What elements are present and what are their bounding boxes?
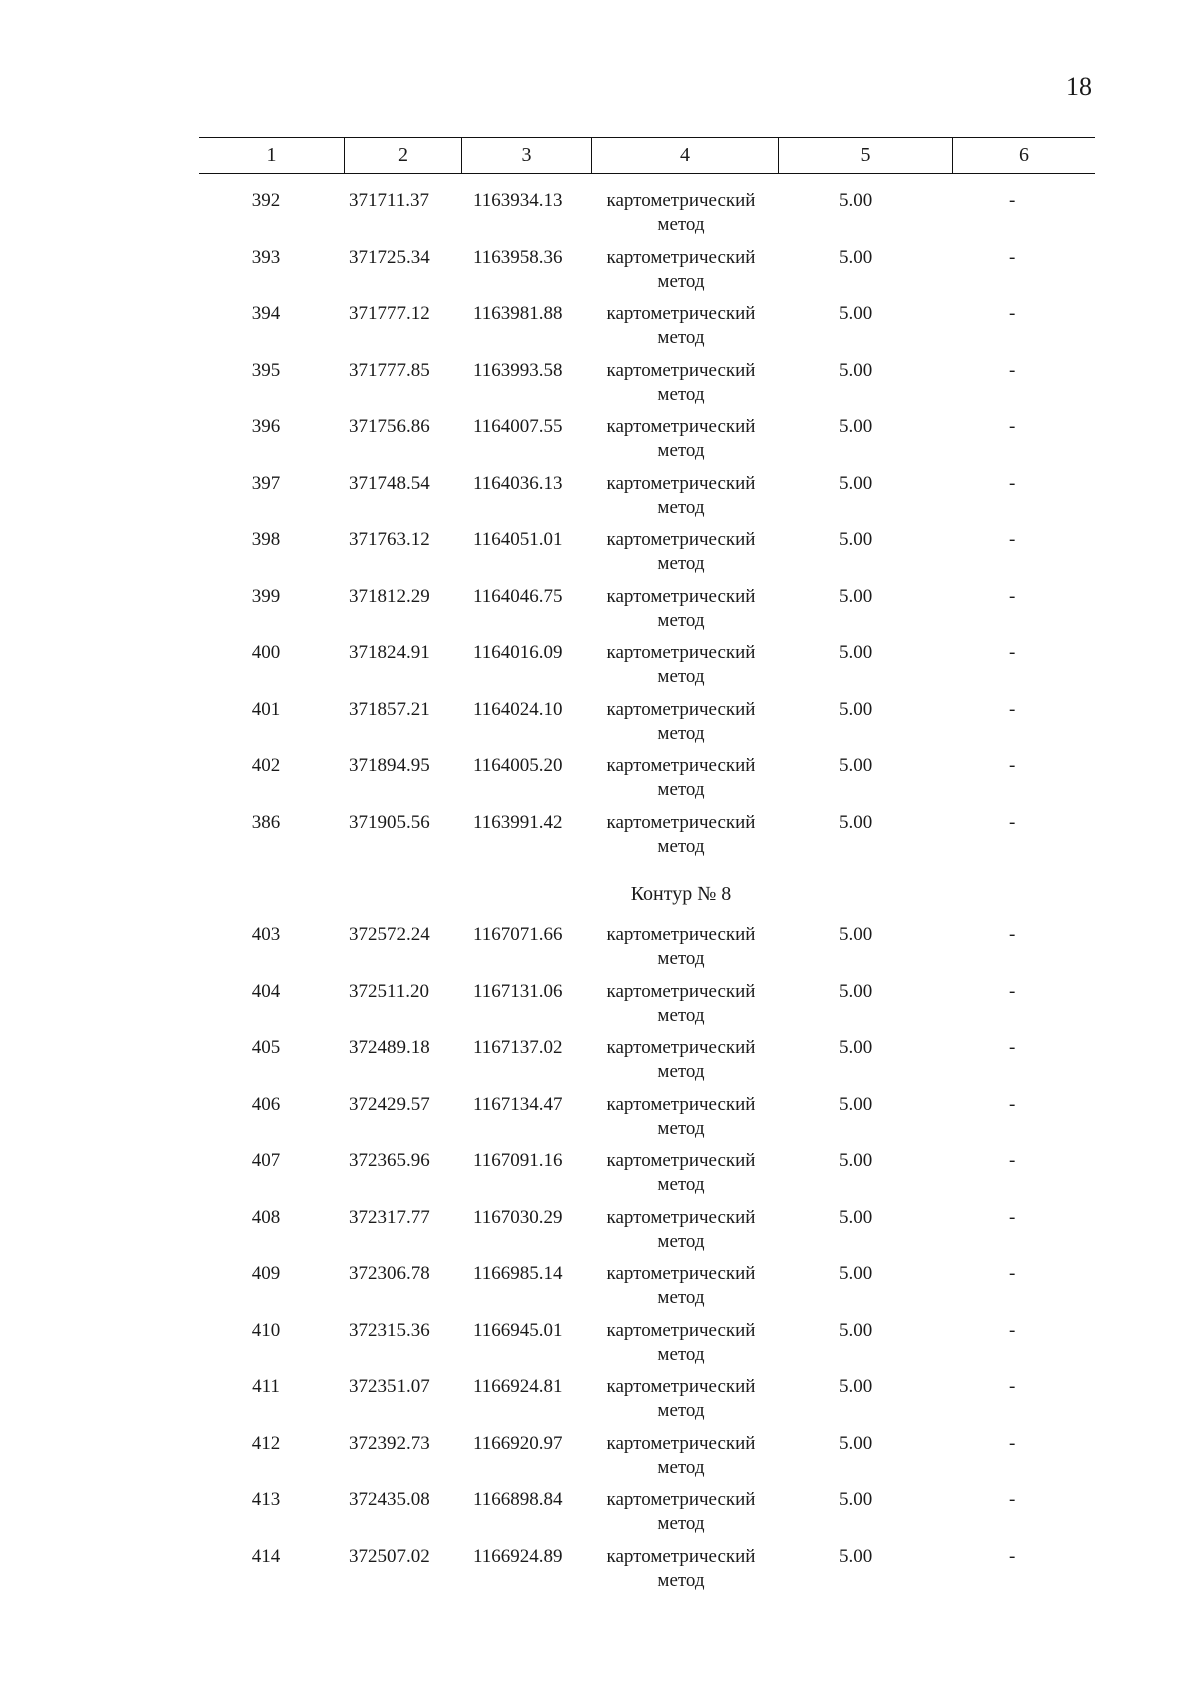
method-cell xyxy=(593,246,769,294)
table-row xyxy=(199,1262,1095,1319)
column-header-2: 2 xyxy=(344,138,461,173)
note-value: - xyxy=(1009,190,1016,211)
note-value: - xyxy=(1009,303,1016,324)
method-line-2: метод xyxy=(657,496,705,518)
point-number: 404 xyxy=(251,980,281,1002)
method-line-2: метод xyxy=(657,1456,705,1478)
coordinate-x: 372365.96 xyxy=(349,1150,430,1171)
coordinate-x: 371763.12 xyxy=(349,529,430,550)
method-line-2: метод xyxy=(657,1117,705,1139)
note-value: - xyxy=(1009,529,1016,550)
method-line-2: метод xyxy=(657,214,705,235)
coordinate-x: 372317.77 xyxy=(349,1206,430,1228)
accuracy-value: 5.00 xyxy=(839,1545,873,1567)
method-cell xyxy=(593,1206,769,1254)
point-number: 407 xyxy=(251,1150,281,1171)
table-row xyxy=(199,698,1095,755)
method-line-1: картометрический xyxy=(606,416,756,437)
accuracy-value: 5.00 xyxy=(839,811,873,833)
table-row xyxy=(199,811,1095,868)
method-line-2: метод xyxy=(657,666,705,687)
point-number: 386 xyxy=(251,811,281,833)
method-line-1: картометрический xyxy=(606,1319,756,1341)
method-line-1: картометрический xyxy=(606,246,756,268)
table-row xyxy=(199,1093,1095,1150)
point-number: 394 xyxy=(251,303,281,324)
note-value: - xyxy=(1009,246,1016,268)
coordinate-x: 371905.56 xyxy=(349,811,430,833)
coordinate-x: 372435.08 xyxy=(349,1489,430,1510)
coordinate-x: 372572.24 xyxy=(349,924,430,945)
coordinate-y: 1164024.10 xyxy=(473,698,563,720)
note-value: - xyxy=(1009,472,1016,494)
accuracy-value: 5.00 xyxy=(839,529,873,550)
method-line-1: картометрический xyxy=(606,698,756,720)
point-number: 401 xyxy=(251,698,281,720)
method-cell xyxy=(593,754,769,802)
method-line-1: картометрический xyxy=(606,1376,756,1397)
method-line-2: метод xyxy=(657,722,705,744)
accuracy-value: 5.00 xyxy=(839,1150,873,1171)
method-cell xyxy=(593,698,769,746)
coordinate-y: 1166924.81 xyxy=(473,1376,563,1397)
coordinate-y: 1163981.88 xyxy=(473,303,563,324)
method-cell xyxy=(593,811,769,859)
coordinate-x: 372315.36 xyxy=(349,1319,430,1341)
table-row xyxy=(199,754,1095,811)
method-line-1: картометрический xyxy=(606,811,756,833)
method-line-1: картометрический xyxy=(606,1489,756,1510)
coordinate-x: 371824.91 xyxy=(349,642,430,663)
method-line-2: метод xyxy=(657,779,705,800)
accuracy-value: 5.00 xyxy=(839,472,873,494)
point-number: 392 xyxy=(251,190,281,211)
table-row xyxy=(199,1149,1095,1206)
point-number: 398 xyxy=(251,529,281,550)
accuracy-value: 5.00 xyxy=(839,585,873,607)
method-cell xyxy=(593,1262,769,1310)
point-number: 412 xyxy=(251,1432,281,1454)
table-body xyxy=(199,189,1095,1601)
method-line-2: метод xyxy=(657,1061,705,1082)
note-value: - xyxy=(1009,1037,1016,1058)
accuracy-value: 5.00 xyxy=(839,1432,873,1454)
method-cell xyxy=(593,1432,769,1480)
table-row xyxy=(199,302,1095,359)
method-cell xyxy=(593,1545,769,1593)
point-number: 402 xyxy=(251,755,281,776)
coordinate-y: 1164016.09 xyxy=(473,642,563,663)
note-value: - xyxy=(1009,1432,1016,1454)
method-line-1: картометрический xyxy=(606,642,756,663)
table-row xyxy=(199,189,1095,246)
coordinate-x: 371756.86 xyxy=(349,416,430,437)
accuracy-value: 5.00 xyxy=(839,642,873,663)
note-value: - xyxy=(1009,416,1016,437)
accuracy-value: 5.00 xyxy=(839,1093,873,1115)
method-line-2: метод xyxy=(657,270,705,292)
coordinate-x: 371777.12 xyxy=(349,303,430,324)
point-number: 414 xyxy=(251,1545,281,1567)
method-cell xyxy=(593,1036,769,1084)
table-row xyxy=(199,980,1095,1037)
note-value: - xyxy=(1009,359,1016,381)
coordinate-x: 372507.02 xyxy=(349,1545,430,1567)
contour-title: Контур № 8 xyxy=(630,883,732,905)
point-number: 395 xyxy=(251,359,281,381)
coordinate-y: 1164005.20 xyxy=(473,755,563,776)
method-line-2: метод xyxy=(657,1230,705,1252)
table-row xyxy=(199,359,1095,416)
method-line-1: картометрический xyxy=(606,980,756,1002)
method-cell xyxy=(593,359,769,407)
coordinate-x: 371748.54 xyxy=(349,472,430,494)
method-line-2: метод xyxy=(657,1569,705,1591)
accuracy-value: 5.00 xyxy=(839,359,873,381)
note-value: - xyxy=(1009,585,1016,607)
method-cell xyxy=(593,641,769,689)
method-line-2: метод xyxy=(657,553,705,574)
method-line-2: метод xyxy=(657,948,705,969)
accuracy-value: 5.00 xyxy=(839,416,873,437)
method-line-1: картометрический xyxy=(606,1150,756,1171)
table-row xyxy=(199,472,1095,529)
note-value: - xyxy=(1009,698,1016,720)
method-line-1: картометрический xyxy=(606,529,756,550)
accuracy-value: 5.00 xyxy=(839,980,873,1002)
method-cell xyxy=(593,1093,769,1141)
table-row xyxy=(199,528,1095,585)
coordinate-y: 1163934.13 xyxy=(473,190,563,211)
point-number: 393 xyxy=(251,246,281,268)
accuracy-value: 5.00 xyxy=(839,190,873,211)
coordinate-y: 1164051.01 xyxy=(473,529,563,550)
coordinate-group-1 xyxy=(199,189,1095,867)
table-row xyxy=(199,1488,1095,1545)
coordinate-x: 371894.95 xyxy=(349,755,430,776)
method-line-1: картометрический xyxy=(606,359,756,381)
method-line-2: метод xyxy=(657,1513,705,1534)
column-header-1: 1 xyxy=(266,144,277,166)
point-number: 409 xyxy=(251,1263,281,1284)
note-value: - xyxy=(1009,1093,1016,1115)
accuracy-value: 5.00 xyxy=(839,246,873,268)
coordinate-y: 1167071.66 xyxy=(473,924,563,945)
method-line-1: картометрический xyxy=(606,1263,756,1284)
table-row xyxy=(199,1036,1095,1093)
accuracy-value: 5.00 xyxy=(839,1376,873,1397)
method-line-2: метод xyxy=(657,1343,705,1365)
method-line-1: картометрический xyxy=(606,1545,756,1567)
method-cell xyxy=(593,472,769,520)
method-line-2: метод xyxy=(657,1400,705,1421)
method-line-2: метод xyxy=(657,1004,705,1026)
table-row xyxy=(199,923,1095,980)
method-cell xyxy=(593,1319,769,1367)
method-line-2: метод xyxy=(657,1174,705,1195)
table-row xyxy=(199,1375,1095,1432)
method-cell xyxy=(593,1488,769,1536)
coordinate-group-2 xyxy=(199,923,1095,1601)
point-number: 403 xyxy=(251,924,281,945)
method-line-1: картометрический xyxy=(606,1093,756,1115)
point-number: 410 xyxy=(251,1319,281,1341)
accuracy-value: 5.00 xyxy=(839,1206,873,1228)
method-line-1: картометрический xyxy=(606,1037,756,1058)
method-line-1: картометрический xyxy=(606,472,756,494)
note-value: - xyxy=(1009,1206,1016,1228)
point-number: 405 xyxy=(251,1037,281,1058)
method-line-1: картометрический xyxy=(606,190,756,211)
method-line-2: метод xyxy=(657,440,705,461)
table-row xyxy=(199,1545,1095,1602)
table-row xyxy=(199,641,1095,698)
table-row xyxy=(199,585,1095,642)
method-cell xyxy=(593,528,769,576)
table-row xyxy=(199,1206,1095,1263)
accuracy-value: 5.00 xyxy=(839,698,873,720)
note-value: - xyxy=(1009,980,1016,1002)
coordinate-y: 1167137.02 xyxy=(473,1037,563,1058)
method-line-2: метод xyxy=(657,327,705,348)
note-value: - xyxy=(1009,1545,1016,1567)
page-number: 18 xyxy=(1066,72,1092,101)
method-line-2: метод xyxy=(657,383,705,405)
method-cell xyxy=(593,980,769,1028)
method-line-2: метод xyxy=(657,835,705,857)
column-header-4: 4 xyxy=(591,138,778,173)
table-row xyxy=(199,246,1095,303)
coordinate-x: 371857.21 xyxy=(349,698,430,720)
method-cell xyxy=(593,1149,769,1197)
method-line-2: метод xyxy=(657,609,705,631)
point-number: 413 xyxy=(251,1489,281,1510)
coordinate-x: 372429.57 xyxy=(349,1093,430,1115)
method-cell xyxy=(593,302,769,350)
method-cell xyxy=(593,585,769,633)
coordinate-y: 1164036.13 xyxy=(473,472,563,494)
coordinate-x: 372392.73 xyxy=(349,1432,430,1454)
note-value: - xyxy=(1009,1376,1016,1397)
coordinate-x: 372306.78 xyxy=(349,1263,430,1284)
point-number: 396 xyxy=(251,416,281,437)
note-value: - xyxy=(1009,1150,1016,1171)
coordinate-y: 1163991.42 xyxy=(473,811,563,833)
contour-heading-row xyxy=(199,867,1095,923)
method-line-1: картометрический xyxy=(606,1206,756,1228)
coordinate-y: 1166920.97 xyxy=(473,1432,563,1454)
accuracy-value: 5.00 xyxy=(839,303,873,324)
method-cell xyxy=(593,1375,769,1423)
table-header xyxy=(199,137,1095,174)
point-number: 411 xyxy=(252,1376,280,1397)
note-value: - xyxy=(1009,1263,1016,1284)
table-row xyxy=(199,1432,1095,1489)
accuracy-value: 5.00 xyxy=(839,1319,873,1341)
accuracy-value: 5.00 xyxy=(839,755,873,776)
coordinate-y: 1167030.29 xyxy=(473,1206,563,1228)
coordinate-x: 372511.20 xyxy=(349,980,430,1002)
coordinate-y: 1167091.16 xyxy=(473,1150,563,1171)
coordinate-x: 371725.34 xyxy=(349,246,430,268)
coordinate-x: 371777.85 xyxy=(349,359,430,381)
coordinate-y: 1164007.55 xyxy=(473,416,563,437)
point-number: 406 xyxy=(251,1093,281,1115)
table-row xyxy=(199,1319,1095,1376)
method-cell xyxy=(593,189,769,237)
method-line-2: метод xyxy=(657,1287,705,1308)
method-line-1: картометрический xyxy=(606,1432,756,1454)
coordinate-y: 1166924.89 xyxy=(473,1545,563,1567)
coordinate-y: 1164046.75 xyxy=(473,585,563,607)
note-value: - xyxy=(1009,1489,1016,1510)
accuracy-value: 5.00 xyxy=(839,924,873,945)
coordinate-y: 1166945.01 xyxy=(473,1319,563,1341)
coordinate-x: 371812.29 xyxy=(349,585,430,607)
point-number: 397 xyxy=(251,472,281,494)
point-number: 399 xyxy=(251,585,281,607)
point-number: 400 xyxy=(251,642,281,663)
coordinate-x: 372351.07 xyxy=(349,1376,430,1397)
coordinate-y: 1167134.47 xyxy=(473,1093,563,1115)
accuracy-value: 5.00 xyxy=(839,1489,873,1510)
note-value: - xyxy=(1009,811,1016,833)
point-number: 408 xyxy=(251,1206,281,1228)
method-line-1: картометрический xyxy=(606,924,756,945)
method-cell xyxy=(593,415,769,463)
coordinate-y: 1163993.58 xyxy=(473,359,563,381)
accuracy-value: 5.00 xyxy=(839,1037,873,1058)
column-header-5: 5 xyxy=(778,138,952,173)
coordinate-y: 1166985.14 xyxy=(473,1263,563,1284)
note-value: - xyxy=(1009,755,1016,776)
method-line-1: картометрический xyxy=(606,303,756,324)
accuracy-value: 5.00 xyxy=(839,1263,873,1284)
column-header-3: 3 xyxy=(461,138,591,173)
method-cell xyxy=(593,923,769,971)
coordinate-y: 1167131.06 xyxy=(473,980,563,1002)
note-value: - xyxy=(1009,1319,1016,1341)
method-line-1: картометрический xyxy=(606,585,756,607)
coordinate-x: 372489.18 xyxy=(349,1037,430,1058)
coordinate-y: 1163958.36 xyxy=(473,246,563,268)
column-header-6: 6 xyxy=(952,138,1095,173)
method-line-1: картометрический xyxy=(606,755,756,776)
note-value: - xyxy=(1009,642,1016,663)
coordinate-x: 371711.37 xyxy=(349,190,430,211)
coordinate-y: 1166898.84 xyxy=(473,1489,563,1510)
table-row xyxy=(199,415,1095,472)
note-value: - xyxy=(1009,924,1016,945)
